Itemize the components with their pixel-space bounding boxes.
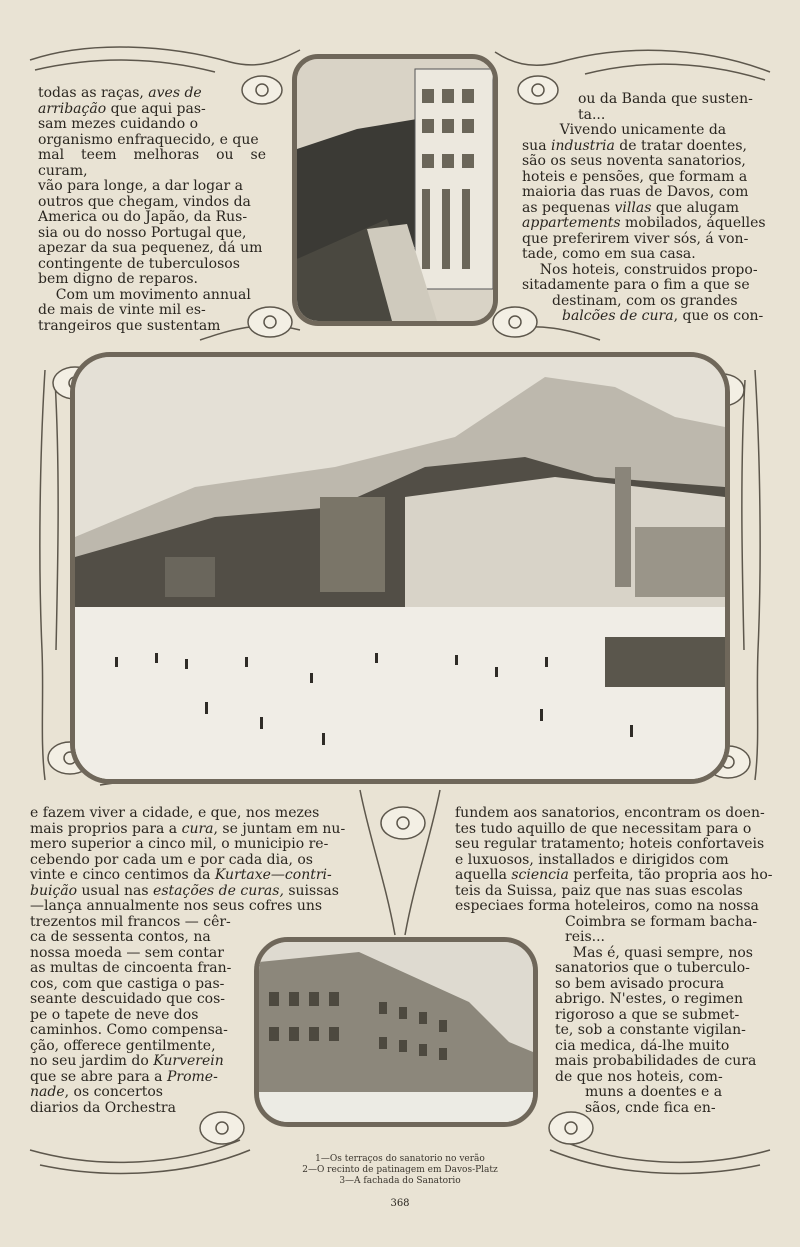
text-line: —lança annualmente nos seus cofres uns bbox=[30, 898, 323, 914]
text-line: organismo enfraquecido, e que bbox=[38, 131, 259, 148]
text-line: de que nos hoteis, com- bbox=[555, 1068, 723, 1085]
text-line: teis da Suissa, paiz que nas suas escolas bbox=[455, 882, 743, 899]
text-line: caminhos. Como compensa- bbox=[30, 1022, 228, 1038]
text-line: vinte e cinco centimos da Kurtaxe—contri- bbox=[30, 867, 332, 883]
caption-1: 1—Os terraços do sanatorio no verão bbox=[315, 1154, 485, 1164]
text-line: buição usual nas estações de curas, suissas bbox=[30, 882, 339, 899]
text-line: trangeiros que sustentam bbox=[38, 317, 221, 334]
text-line: cia medica, dá-lhe muito bbox=[555, 1037, 730, 1054]
page-number: 368 bbox=[390, 1198, 410, 1209]
text-line: tade, como em sua casa. bbox=[522, 246, 696, 262]
text-line: aquella sciencia perfeita, tão propria aos ho- bbox=[455, 867, 773, 883]
text-line: e fazem viver a cidade, e que, nos mezes bbox=[30, 805, 320, 821]
caption-3: 3—A fachada do Sanatorio bbox=[339, 1176, 461, 1186]
text-line: as multas de cincoenta fran- bbox=[30, 960, 232, 976]
text-line: cos, com que castiga o pas- bbox=[30, 975, 225, 992]
text-line: Vivendo unicamente da bbox=[542, 122, 727, 138]
caption-2: 2—O recinto de patinagem em Davos-Platz bbox=[302, 1165, 498, 1175]
text-line: abrigo. N'estes, o regimen bbox=[555, 991, 743, 1007]
text-line: Mas é, quasi sempre, nos bbox=[555, 944, 753, 961]
text-line: no seu jardim do Kurverein bbox=[30, 1053, 224, 1069]
text-line: Nos hoteis, construidos propo- bbox=[522, 261, 758, 278]
text-line: cebendo por cada um e por cada dia, os bbox=[30, 851, 313, 868]
photo-skating-rink-davos-platz bbox=[70, 352, 730, 784]
photo-sanatorium-terraces bbox=[292, 54, 498, 326]
text-line: mero superior a cinco mil, o municipio re- bbox=[30, 836, 329, 852]
text-line: tes tudo aquillo de que necessitam para o bbox=[455, 820, 752, 837]
text-line: sua industria de tratar doentes, bbox=[522, 137, 747, 154]
text-line: so bem avisado procura bbox=[555, 975, 725, 992]
text-line: appartements mobilados, áquelles bbox=[522, 215, 766, 231]
text-line: hoteis e pensões, que formam a bbox=[522, 168, 748, 185]
text-line: sam mezes cuidando o bbox=[38, 116, 199, 132]
text-line: rigoroso a que se submet- bbox=[555, 1006, 740, 1023]
text-line: sitadamente para o fim a que se bbox=[522, 277, 750, 293]
text-line: sanatorios que o tuberculo- bbox=[555, 960, 750, 976]
text-line: pe o tapete de neve dos bbox=[30, 1006, 199, 1023]
text-line: apezar da sua pequenez, dá um bbox=[38, 240, 263, 256]
text-line: te, sob a constante vigilan- bbox=[555, 1022, 746, 1038]
text-line: ção, offerece gentilmente, bbox=[30, 1037, 216, 1054]
text-line: são os seus noventa sanatorios, bbox=[522, 153, 746, 169]
text-line: seante descuidado que cos- bbox=[30, 991, 226, 1007]
text-line: contingente de tuberculosos bbox=[38, 255, 240, 272]
text-line: nossa moeda — sem contar bbox=[30, 944, 224, 961]
text-column-top-left bbox=[38, 86, 266, 334]
text-line: as pequenas villas que alugam bbox=[522, 199, 739, 216]
text-line: que preferirem viver sós, á von- bbox=[522, 230, 749, 247]
text-line: balcões de cura, que os con- bbox=[562, 308, 764, 324]
text-line: diarios da Orchestra bbox=[30, 1099, 176, 1116]
text-line: vão para longe, a dar logar a bbox=[38, 178, 243, 194]
text-line: arribação que aqui pas- bbox=[38, 100, 206, 117]
text-line: sia ou do nosso Portugal que, bbox=[38, 224, 247, 241]
text-column-bottom-right bbox=[455, 806, 773, 1116]
text-line: reis... bbox=[565, 929, 605, 945]
text-line: outros que chegam, vindos da bbox=[38, 193, 251, 210]
text-line: Coimbra se formam bacha- bbox=[565, 913, 758, 930]
text-column-top-right bbox=[522, 92, 772, 325]
text-column-bottom-left bbox=[30, 806, 355, 1116]
text-line: maioria das ruas de Davos, com bbox=[522, 184, 749, 200]
text-line: Com um movimento annual bbox=[38, 286, 251, 303]
text-line: destinam, com os grandes bbox=[552, 292, 738, 309]
text-line: muns a doentes e a bbox=[585, 1084, 723, 1100]
text-line: que se abre para a Prome- bbox=[30, 1068, 218, 1085]
text-line: especiaes forma hoteleiros, como na nossa bbox=[455, 898, 759, 914]
text-line: mal teem melhoras ou se curam, bbox=[38, 147, 266, 179]
figure-captions bbox=[250, 1154, 550, 1187]
text-line: ou da Banda que susten- bbox=[578, 91, 753, 107]
text-line: ca de sessenta contos, na bbox=[30, 929, 211, 945]
text-line: bem digno de reparos. bbox=[38, 271, 199, 287]
text-line: America ou do Japão, da Rus- bbox=[38, 209, 248, 225]
text-line: fundem aos sanatorios, encontram os doen- bbox=[455, 805, 765, 821]
text-line: seu regular tratamento; hoteis confortaveis bbox=[455, 836, 765, 852]
text-line: sãos, cnde fica en- bbox=[585, 1099, 716, 1116]
text-line: todas as raças, aves de bbox=[38, 85, 202, 101]
text-line: nade, os concertos bbox=[30, 1084, 163, 1100]
text-line: mais probabilidades de cura bbox=[555, 1053, 757, 1069]
text-line: ta... bbox=[578, 106, 606, 123]
text-line: e luxuosos, installados e dirigidos com bbox=[455, 851, 729, 868]
text-line: de mais de vinte mil es- bbox=[38, 302, 206, 318]
text-line: mais proprios para a cura, se juntam em nu- bbox=[30, 820, 346, 837]
text-line: trezentos mil francos — cêr- bbox=[30, 913, 231, 930]
